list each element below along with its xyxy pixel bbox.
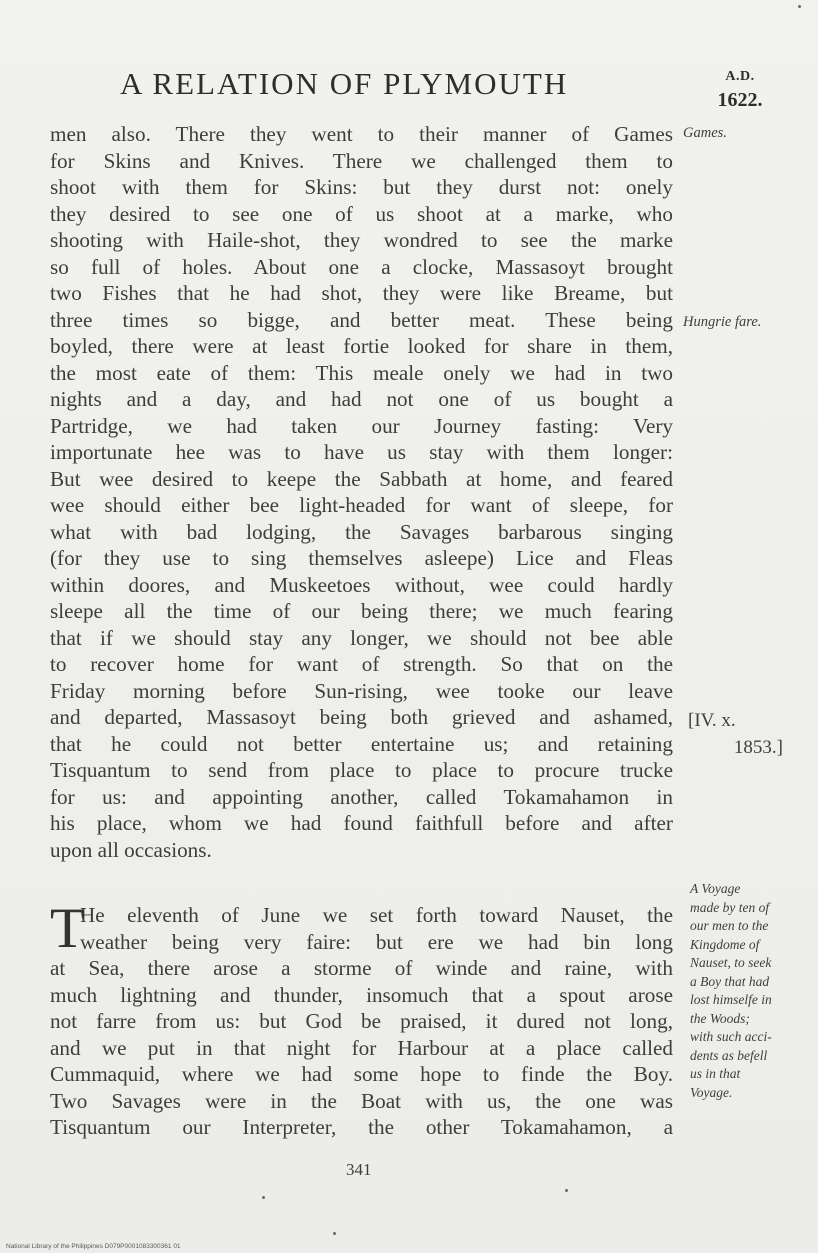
margin-note-reference <box>688 707 783 761</box>
voyage-note-line: lost himselfe in <box>690 992 772 1007</box>
voyage-note-line: with such acci- <box>690 1029 772 1044</box>
voyage-note-line: made by ten of <box>690 899 770 915</box>
voyage-note-line: A Voyage <box>690 881 741 896</box>
date-label: A.D. <box>725 69 755 84</box>
text-line: much lightning and thunder, insomuch that a spout arose <box>50 982 673 1007</box>
margin-note-hungrie-fare: Hungrie fare. <box>683 314 762 330</box>
drop-cap: T <box>50 897 85 960</box>
scan-speck <box>262 1196 265 1199</box>
text-line: (for they use to sing themselves asleepe) Lice and Fleas <box>50 546 673 570</box>
text-line: for us: and appointing another, called Tokamahamon in <box>50 784 673 809</box>
scan-speck <box>798 5 801 8</box>
text-line: Two Savages were in the Boat with us, the one was <box>50 1088 673 1113</box>
text-line: boyled, there were at least fortie looked for share in them, <box>50 334 673 358</box>
scan-speck <box>333 1232 336 1235</box>
text-line: for Skins and Knives. There we challenged them to <box>50 148 673 173</box>
text-line: what with bad lodging, the Savages barbarous singing <box>50 519 673 544</box>
text-line: Tisquantum our Interpreter, the other Tokamahamon, a <box>50 1115 673 1139</box>
text-line: to recover home for want of strength. So that on the <box>50 652 673 676</box>
page-number: 341 <box>346 1160 372 1179</box>
text-line: importunate hee was to have us stay with them longer: <box>50 440 673 464</box>
voyage-note-line: us in that <box>690 1066 741 1081</box>
voyage-note-line: our men to the <box>690 918 769 933</box>
reference-line-2: 1853.] <box>733 737 783 758</box>
text-line: and we put in that night for Harbour at a place called <box>50 1035 673 1060</box>
scan-footer: National Library of the Philippines D079P0001083300361 01 <box>6 1243 181 1250</box>
voyage-note-line: a Boy that had <box>690 973 770 989</box>
text-line: not farre from us: but God be praised, it dured not long, <box>50 1009 673 1033</box>
text-line: that he could not better entertaine us; and retaining <box>50 731 673 756</box>
text-line: Friday morning before Sun-rising, wee tooke our leave <box>50 678 673 703</box>
text-line: But wee desired to keepe the Sabbath at home, and feared <box>50 466 673 491</box>
voyage-note-line: Voyage. <box>690 1084 733 1100</box>
voyage-note-line: the Woods; <box>690 1010 750 1026</box>
paragraph-2 <box>50 897 673 1141</box>
text-line: wee should either bee light-headed for want of sleepe, for <box>50 493 673 517</box>
text-line: men also. There they went to their manner of Games <box>50 122 673 146</box>
text-line: Cummaquid, where we had some hope to finde the Boy. <box>50 1062 673 1086</box>
voyage-note-line: Nauset, to seek <box>690 955 772 970</box>
text-line: within doores, and Muskeetoes without, wee could hardly <box>50 572 673 597</box>
text-line: He eleventh of June we set forth toward Nauset, the <box>80 903 673 927</box>
text-line: they desired to see one of us shoot at a marke, who <box>50 201 673 226</box>
text-line: upon all occasions. <box>50 837 212 862</box>
date-year: 1622. <box>717 89 763 111</box>
text-line: three times so bigge, and better meat. These being <box>50 307 673 332</box>
running-head-title: A RELATION OF PLYMOUTH <box>120 66 569 101</box>
margin-note-voyage <box>690 880 810 1102</box>
reference-line-1: [IV. x. <box>688 710 736 731</box>
voyage-note-line: Kingdome of <box>690 936 760 952</box>
scan-speck <box>565 1189 568 1192</box>
text-line: so full of holes. About one a clocke, Massasoyt brought <box>50 254 673 279</box>
text-line: and departed, Massasoyt being both grieved and ashamed, <box>50 705 673 729</box>
running-head-date <box>710 70 770 110</box>
text-line: shoot with them for Skins: but they durst not: onely <box>50 175 673 199</box>
text-line: weather being very faire: but ere we had bin long <box>80 929 673 954</box>
margin-note-games: Games. <box>683 125 727 141</box>
text-line: Tisquantum to send from place to place to procure trucke <box>50 758 673 782</box>
text-line: his place, whom we had found faithfull before and after <box>50 811 673 835</box>
text-line: that if we should stay any longer, we should not bee able <box>50 625 673 650</box>
text-line: two Fishes that he had shot, they were like Breame, but <box>50 281 673 305</box>
text-line: shooting with Haile-shot, they wondred to see the marke <box>50 228 673 252</box>
text-line: nights and a day, and had not one of us bought a <box>50 387 673 411</box>
text-line: sleepe all the time of our being there; we much fearing <box>50 599 673 623</box>
text-line: at Sea, there arose a storme of winde and raine, with <box>50 956 673 980</box>
text-line: the most eate of them: This meale onely we had in two <box>50 360 673 385</box>
paragraph-1 <box>50 121 673 863</box>
text-line: Partridge, we had taken our Journey fasting: Very <box>50 413 673 438</box>
voyage-note-line: dents as befell <box>690 1047 768 1063</box>
